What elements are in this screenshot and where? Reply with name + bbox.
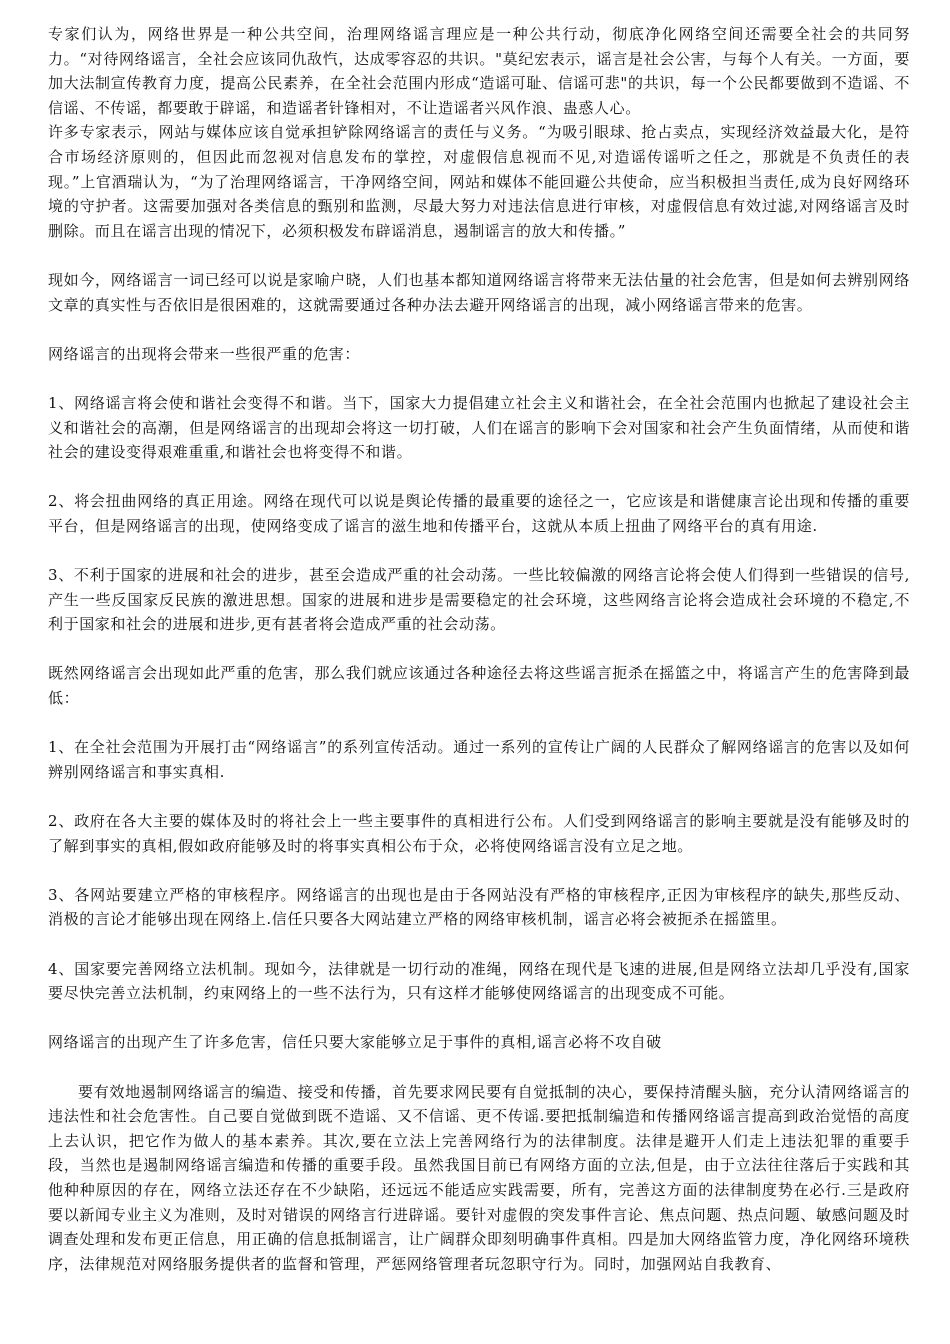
paragraph-harm-3: 3、不利于国家的进展和社会的进步，甚至会造成严重的社会动荡。一些比较偏激的网络言论将会使人们得到一些错误的信号,产生一些反国家反民族的激进思想。国家的进展和进步是需要稳定的社会环境，这些网络言论将会造成社会环境的不稳定,不利于国家和社会的进展和进步,更有甚者将会造成严重的社会动荡。: [48, 566, 910, 634]
paragraph-harm-2: 2、将会扭曲网络的真正用途。网络在现代可以说是舆论传播的最重要的途径之一，它应该是和谐健康言论出现和传播的重要平台，但是网络谣言的出现，使网络变成了谣言的滋生地和传播平台，这就从本质上扭曲了网络平台的真有用途.: [48, 492, 910, 535]
paragraph-measure-3: 3、各网站要建立严格的审核程序。网络谣言的出现也是由于各网站没有严格的审核程序,正因为审核程序的缺失,那些反动、消极的言论才能够出现在网络上.信任只要各大网站建立严格的网络审核机制，谣言必将会被扼杀在摇篮里。: [48, 885, 910, 929]
paragraph-measure-1: 1、在全社会范围为开展打击“网络谣言”的系列宣传活动。通过一系列的宣传让广阔的人民群众了解网络谣言的危害以及如何辨别网络谣言和事实真相.: [48, 738, 910, 781]
paragraph-containment: 要有效地遏制网络谣言的编造、接受和传播，首先要求网民要有自觉抵制的决心，要保持清醒头脑，充分认清网络谣言的违法性和社会危害性。自己要自觉做到既不造谣、又不信谣、更不传谣.要把抵制编造和传播网络谣言提高到政治觉悟的高度上去认识，把它作为做人的基本素养。其次,要在立法上完善网络行为的法律制度。法律是避开人们走上违法犯罪的重要手段，当然也是遏制网络谣言编造和传播的重要手段。虽然我国目前已有网络方面的立法,但是，由于立法往往落后于实践和其他种种原因的存在，网络立法还存在不少缺陷，还远远不能适应实践需要，所有，完善这方面的法律制度势在必行.三是政府要以新闻专业主义为准则，及时对错误的网络言行进辟谣。要针对虚假的突发事件言论、焦点问题、热点问题、敏感问题及时调查处理和发布更正信息，用正确的信息抵制谣言，让广阔群众即刻明确事件真相。四是加大网络监管力度，净化网络环境秩序，法律规范对网络服务提供者的监督和管理，严惩网络管理者玩忽职守行为。同时，加强网站自我教育、: [48, 1082, 910, 1273]
paragraph-harms-intro: 网络谣言的出现将会带来一些很严重的危害：: [48, 344, 361, 363]
paragraph-conclusion: 网络谣言的出现产生了许多危害，信任只要大家能够立足于事件的真相,谣言必将不攻自破: [48, 1033, 662, 1052]
paragraph-expert-views: 专家们认为，网络世界是一种公共空间，治理网络谣言理应是一种公共行动，彻底净化网络空间还需要全社会的共同努力。“对待网络谣言，全社会应该同仇敌忾，达成零容忍的共识。"莫纪宏表示，谣言是社会公害，与每个人有关。一方面，要加大法制宣传教育力度，提高公民素养，在全社会范围内形成“造谣可耻、信谣可悲"的共识，每一个公民都要做到不造谣、不信谣、不传谣，都要敢于辟谣，和造谣者针锋相对，不让造谣者兴风作浪、蛊惑人心。: [48, 25, 910, 117]
document-body: [48, 22, 910, 1276]
paragraph-measures-intro: 既然网络谣言会出现如此严重的危害，那么我们就应该通过各种途径去将这些谣言扼杀在摇篮之中，将谣言产生的危害降到最低：: [48, 664, 910, 708]
paragraph-measure-4: 4、国家要完善网络立法机制。现如今，法律就是一切行动的准绳，网络在现代是飞速的进展,但是网络立法却几乎没有,国家要尽快完善立法机制，约束网络上的一些不法行为，只有这样才能够使网络谣言的出现变成不可能。: [48, 959, 910, 1003]
paragraph-measure-2: 2、政府在各大主要的媒体及时的将社会上一些主要事件的真相进行公布。人们受到网络谣言的影响主要就是没有能够及时的了解到事实的真相,假如政府能够及时的将事实真相公布于众，必将使网络谣言没有立足之地。: [48, 812, 910, 855]
paragraph-current-situation: 现如今，网络谣言一词已经可以说是家喻户晓，人们也基本都知道网络谣言将带来无法估量的社会危害，但是如何去辨别网络文章的真实性与否依旧是很困难的，这就需要通过各种办法去避开网络谣言的出现，减小网络谣言带来的危害。: [48, 270, 910, 314]
paragraph-harm-1: 1、网络谣言将会使和谐社会变得不和谐。当下，国家大力提倡建立社会主义和谐社会，在全社会范围内也掀起了建设社会主义和谐社会的高潮，但是网络谣言的出现却会将这一切打破，人们在谣言的影响下会对国家和社会产生负面情绪，从而使和谐社会的建设变得艰难重重,和谐社会也将变得不和谐。: [48, 393, 910, 462]
paragraph-website-responsibility: 许多专家表示，网站与媒体应该自觉承担铲除网络谣言的责任与义务。“为吸引眼球、抢占卖点，实现经济效益最大化，是符合市场经济原则的，但因此而忽视对信息发布的掌控，对虚假信息视而不见,对造谣传谣听之任之，那就是不负责任的表现。”上官酒瑞认为，“为了治理网络谣言，干净网络空间，网站和媒体不能回避公共使命，应当积极担当责任,成为良好网络环境的守护者。这需要加强对各类信息的甄别和监测，尽最大努力对违法信息进行审核，对虚假信息有效过滤,对网络谣言及时删除。而且在谣言出现的情况下，必须积极发布辟谣消息，遏制谣言的放大和传播。”: [48, 123, 910, 240]
